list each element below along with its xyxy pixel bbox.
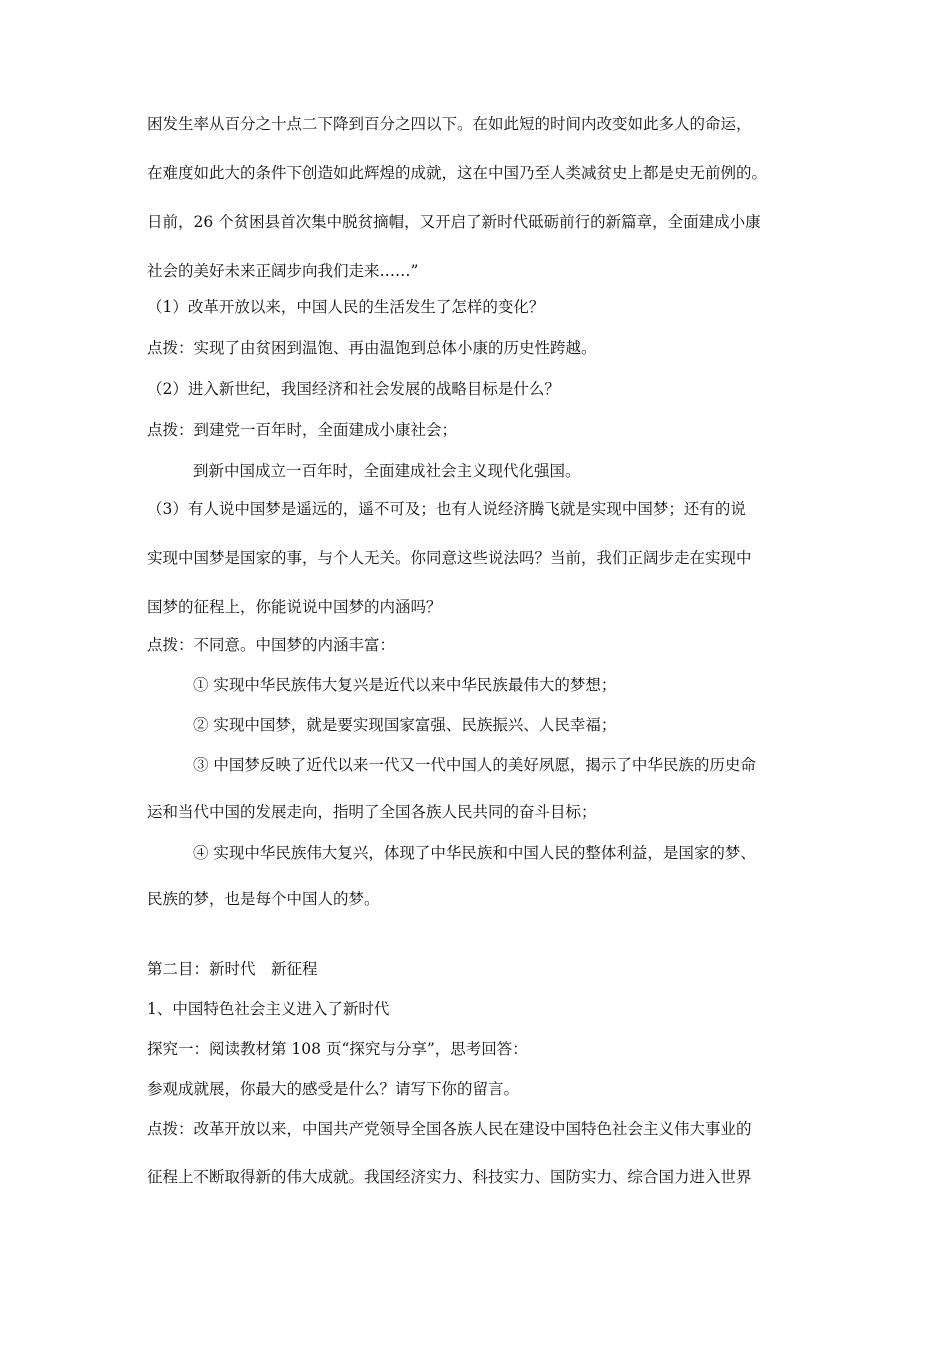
text-line: 征程上不断取得新的伟大成就。我国经济实力、科技实力、国防实力、综合国力进入世界 <box>147 1168 752 1186</box>
text-line: 民族的梦，也是每个中国人的梦。 <box>147 890 380 908</box>
text-line: 社会的美好未来正阔步向我们走来……” <box>147 262 419 280</box>
text-line: 参观成就展，你最大的感受是什么？请写下你的留言。 <box>147 1080 520 1098</box>
question-3: （3）有人说中国梦是遥远的，遥不可及；也有人说经济腾飞就是实现中国梦；还有的说 <box>147 500 746 518</box>
text-line: 国梦的征程上，你能说说中国梦的内涵吗？ <box>147 598 442 616</box>
answer-3: 点拨：不同意。中国梦的内涵丰富： <box>147 636 396 654</box>
subsection-heading: 1、中国特色社会主义进入了新时代 <box>147 1000 390 1018</box>
answer-1: 点拨：实现了由贫困到温饱、再由温饱到总体小康的历史性跨越。 <box>147 339 597 357</box>
answer-2-continued: 到新中国成立一百年时，全面建成社会主义现代化强国。 <box>193 462 581 480</box>
text-line: 日前，26 个贫困县首次集中脱贫摘帽，又开启了新时代砥砺前行的新篇章，全面建成小康 <box>147 213 761 231</box>
text-line: 在难度如此大的条件下创造如此辉煌的成就，这在中国乃至人类减贫史上都是史无前例的。 <box>147 164 768 182</box>
list-item: ④ 实现中华民族伟大复兴，体现了中华民族和中国人民的整体利益，是国家的梦、 <box>193 844 756 862</box>
question-2: （2）进入新世纪，我国经济和社会发展的战略目标是什么？ <box>147 380 560 398</box>
section-heading: 第二目：新时代 新征程 <box>147 960 318 978</box>
answer-2: 点拨：到建党一百年时，全面建成小康社会； <box>147 421 458 439</box>
list-item: ① 实现中华民族伟大复兴是近代以来中华民族最伟大的梦想； <box>193 676 617 694</box>
text-line: 困发生率从百分之十点二下降到百分之四以下。在如此短的时间内改变如此多人的命运， <box>147 115 752 133</box>
list-item: ③ 中国梦反映了近代以来一代又一代中国人的美好夙愿，揭示了中华民族的历史命 <box>193 756 756 774</box>
question-1: （1）改革开放以来，中国人民的生活发生了怎样的变化？ <box>147 298 545 316</box>
answer-4: 点拨：改革开放以来，中国共产党领导全国各族人民在建设中国特色社会主义伟大事业的 <box>147 1120 752 1138</box>
list-item: ② 实现中国梦，就是要实现国家富强、民族振兴、人民幸福； <box>193 716 617 734</box>
text-line: 运和当代中国的发展走向，指明了全国各族人民共同的奋斗目标； <box>147 803 597 821</box>
text-line: 实现中国梦是国家的事，与个人无关。你同意这些说法吗？当前，我们正阔步走在实现中 <box>147 549 752 567</box>
inquiry-1: 探究一：阅读教材第 108 页“探究与分享”，思考回答： <box>147 1040 528 1058</box>
